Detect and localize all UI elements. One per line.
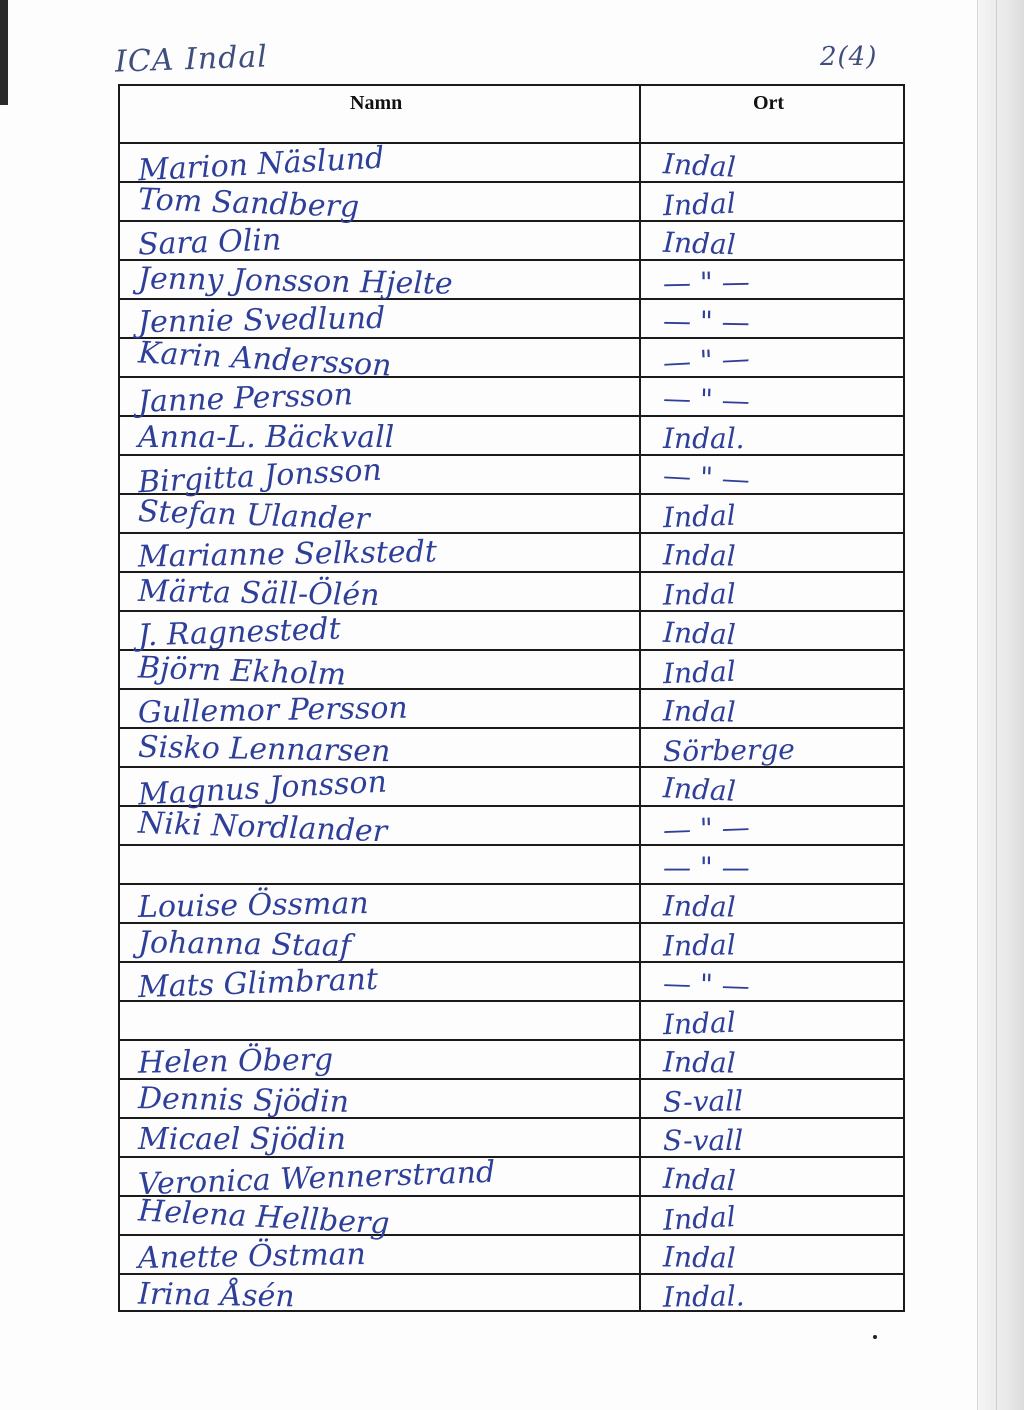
town-name: Indal	[662, 889, 736, 924]
town-cell	[641, 1119, 905, 1156]
town-cell	[641, 1041, 905, 1078]
town-name: Indal.	[662, 1279, 745, 1314]
signature-name: Micael Sjödin	[138, 1122, 346, 1157]
town-cell	[641, 183, 905, 223]
town-name: S-vall	[662, 1084, 744, 1119]
town-name: Indal	[662, 577, 736, 612]
signature-name: Janne Persson	[137, 377, 354, 420]
town-cell	[641, 534, 905, 571]
name-cell	[120, 534, 639, 575]
table-row	[120, 452, 903, 501]
table-row	[120, 764, 903, 813]
town-name: Indal	[662, 186, 737, 223]
signature-name: Helena Hellberg	[137, 1193, 391, 1242]
name-cell	[120, 650, 639, 693]
table-row	[120, 493, 903, 538]
signature-name: Jenny Jonsson Hjelte	[137, 261, 453, 302]
town-name: Indal	[662, 694, 736, 729]
column-header-ort: Ort	[753, 92, 785, 114]
name-cell	[120, 1119, 639, 1156]
name-cell	[120, 140, 639, 189]
table-row	[120, 1080, 903, 1119]
name-cell	[120, 729, 639, 770]
name-cell	[120, 924, 639, 964]
name-cell	[120, 1193, 639, 1242]
name-cell	[120, 573, 639, 614]
signature-name: Irina Åsén	[137, 1276, 295, 1315]
name-cell	[120, 611, 639, 654]
town-cell	[641, 963, 905, 1003]
town-cell	[641, 261, 905, 298]
town-cell	[641, 1197, 905, 1237]
town-cell	[641, 1275, 905, 1312]
signature-name: Stefan Ulander	[137, 493, 371, 538]
table-row	[120, 1119, 903, 1158]
table-row	[120, 1002, 903, 1041]
town-name: Indal.	[663, 422, 745, 455]
page-stack-edge	[977, 0, 1024, 1410]
town-cell	[641, 300, 905, 337]
town-name: Indal	[662, 225, 737, 262]
town-cell	[641, 846, 905, 883]
table-header	[120, 86, 903, 144]
table-row	[120, 534, 903, 573]
town-name: Indal	[662, 1005, 737, 1042]
table-row	[120, 846, 903, 885]
town-cell	[641, 651, 905, 691]
table-row	[120, 924, 903, 963]
table-row	[120, 1154, 903, 1203]
town-cell	[641, 1236, 905, 1273]
signature-name: Helen Öberg	[137, 1042, 334, 1081]
scan-edge-mark	[0, 0, 8, 105]
signature-name: Sara Olin	[137, 222, 282, 263]
signature-table	[118, 84, 905, 1315]
name-cell	[120, 417, 639, 454]
town-name: Indal	[662, 1045, 736, 1080]
name-cell	[120, 377, 639, 420]
town-name: Sörberge	[662, 732, 796, 769]
signature-name: Anna-L. Bäckvall	[138, 420, 395, 455]
town-cell	[641, 417, 905, 454]
town-name: Indal	[662, 1200, 737, 1237]
name-cell	[120, 1236, 639, 1276]
town-cell	[641, 378, 905, 418]
name-cell	[120, 846, 639, 883]
town-name: Indal	[662, 538, 736, 573]
town-cell	[641, 690, 905, 727]
town-name: — " —	[662, 381, 751, 418]
signature-name: Jennie Svedlund	[137, 300, 386, 341]
name-cell	[120, 805, 639, 850]
town-name: — " —	[662, 458, 751, 497]
table-row	[120, 611, 903, 654]
table-row	[120, 1236, 903, 1275]
town-name: Indal	[662, 147, 737, 184]
town-name: Indal	[662, 654, 737, 691]
town-cell	[641, 495, 905, 535]
town-name: Indal	[662, 498, 737, 535]
town-name: Indal	[662, 928, 736, 963]
town-name: — " —	[663, 851, 750, 884]
table-row	[120, 729, 903, 768]
town-name: S-vall	[663, 1124, 744, 1157]
name-cell	[120, 222, 639, 263]
signature-name: Johanna Staaf	[137, 925, 352, 964]
town-cell	[641, 339, 905, 380]
town-name: — " —	[662, 810, 751, 847]
town-name: Indal	[662, 771, 737, 808]
table-row	[120, 222, 903, 261]
table-row	[120, 885, 903, 924]
signature-name: Karin Andersson	[137, 335, 393, 384]
town-cell	[641, 1002, 905, 1042]
name-cell	[120, 300, 639, 341]
table-row	[120, 805, 903, 850]
town-cell	[641, 1158, 905, 1198]
town-cell	[641, 144, 905, 184]
town-name: Indal	[662, 1240, 736, 1275]
name-cell	[120, 452, 639, 501]
town-name: — " —	[662, 341, 751, 380]
signature-name: Björn Ekholm	[137, 650, 347, 693]
table-row	[120, 335, 903, 384]
town-name: — " —	[662, 966, 751, 1003]
town-cell	[641, 807, 905, 847]
scan-speck	[873, 1335, 877, 1339]
town-cell	[641, 768, 905, 808]
store-heading: ICA Indal	[114, 39, 269, 80]
table-row	[120, 650, 903, 693]
signature-name: Louise Össman	[137, 885, 369, 926]
table-row	[120, 140, 903, 189]
town-cell	[641, 573, 905, 610]
table-row	[120, 261, 903, 300]
table-row	[120, 1275, 903, 1314]
name-cell	[120, 493, 639, 538]
town-name: — " —	[662, 304, 750, 339]
signature-name: Anette Östman	[137, 1237, 367, 1276]
signature-name: Mats Glimbrant	[137, 961, 379, 1006]
signature-name: Märta Säll-Ölén	[137, 573, 380, 614]
signature-name: Tom Sandberg	[137, 182, 360, 225]
table-row	[120, 690, 903, 729]
town-cell	[641, 612, 905, 652]
signature-name: Niki Nordlander	[137, 805, 388, 850]
name-cell	[120, 182, 639, 225]
town-cell	[641, 222, 905, 262]
name-cell	[120, 261, 639, 302]
table-row	[120, 961, 903, 1006]
name-cell	[120, 690, 639, 731]
table-row	[120, 182, 903, 225]
signature-name: Marion Näslund	[137, 140, 386, 189]
signature-name: Gullemor Persson	[137, 690, 409, 731]
town-name: Indal	[662, 615, 737, 652]
town-name: — " —	[662, 265, 750, 300]
table-row	[120, 417, 903, 456]
name-cell	[120, 1041, 639, 1081]
signature-name: Marianne Selkstedt	[137, 534, 438, 575]
name-cell	[120, 1154, 639, 1203]
name-cell	[120, 1080, 639, 1120]
town-cell	[641, 1080, 905, 1117]
table-row	[120, 1193, 903, 1242]
town-cell	[641, 885, 905, 922]
name-cell	[120, 335, 639, 384]
signature-name: J. Ragnestedt	[137, 611, 342, 654]
town-cell	[641, 924, 905, 961]
page-number: 2(4)	[820, 42, 878, 72]
table-row	[120, 1041, 903, 1080]
name-cell	[120, 1275, 639, 1315]
table-row	[120, 573, 903, 612]
signature-name: Magnus Jonsson	[137, 764, 388, 813]
signature-name: Birgitta Jonsson	[137, 452, 383, 501]
signature-name: Veronica Wennerstrand	[137, 1154, 496, 1203]
name-cell	[120, 961, 639, 1006]
town-name: Indal	[662, 1161, 737, 1198]
town-cell	[641, 456, 905, 497]
signature-name: Sisko Lennarsen	[137, 729, 391, 770]
table-body	[120, 140, 903, 1315]
name-cell	[120, 764, 639, 813]
name-cell	[120, 1002, 639, 1039]
signature-name: Dennis Sjödin	[137, 1081, 350, 1120]
column-header-namn: Namn	[350, 92, 403, 114]
table-row	[120, 300, 903, 339]
town-cell	[641, 729, 905, 769]
name-cell	[120, 885, 639, 926]
table-row	[120, 377, 903, 420]
